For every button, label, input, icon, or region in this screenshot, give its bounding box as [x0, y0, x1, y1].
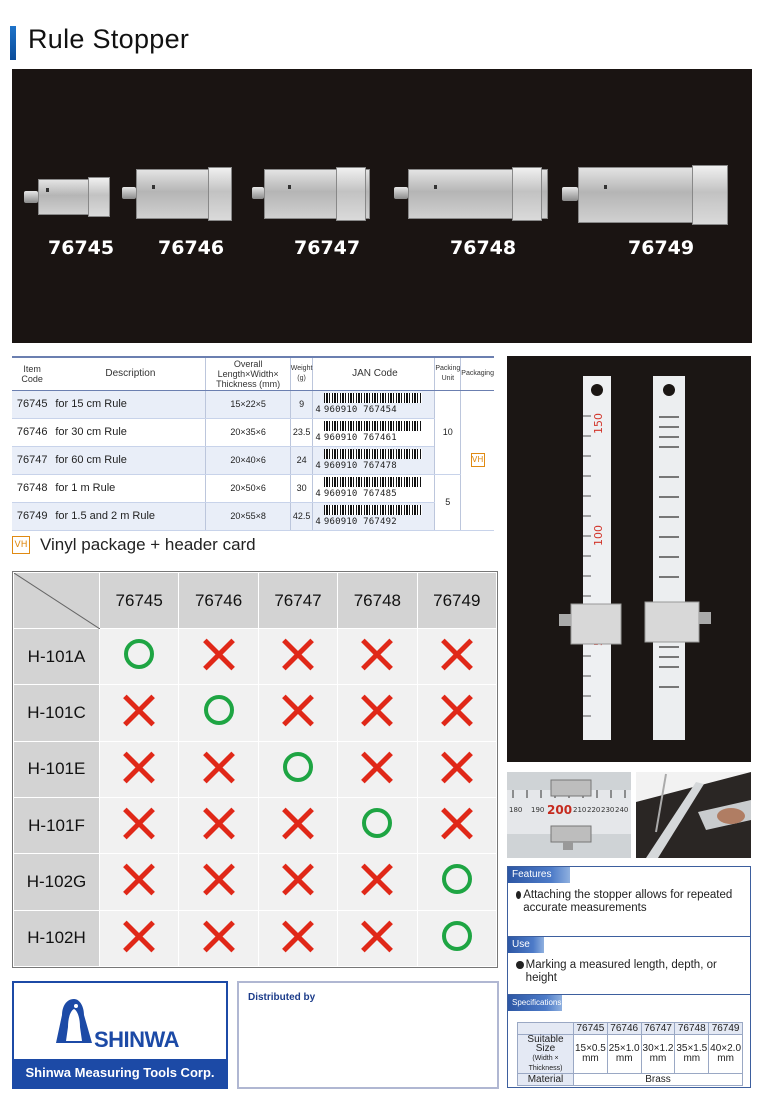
incompatible-cell	[417, 629, 496, 685]
spec-size-value: 15×0.5 mm	[574, 1035, 608, 1074]
cross-mark-icon	[282, 863, 314, 895]
specifications-table	[517, 1022, 743, 1086]
item-description: for 15 cm Rule	[52, 390, 206, 418]
incompatible-cell	[258, 685, 337, 741]
company-name: Shinwa Measuring Tools Corp.	[14, 1059, 226, 1087]
cross-mark-icon	[441, 807, 473, 839]
grid-col-header: 76745	[100, 573, 179, 629]
spec-col-header: 76749	[709, 1023, 743, 1035]
item-weight: 23.5	[290, 418, 313, 446]
cross-mark-icon	[361, 920, 393, 952]
item-weight: 42.5	[290, 502, 313, 530]
cross-mark-icon	[203, 863, 235, 895]
item-weight: 30	[290, 474, 313, 502]
spec-size-label-text: Suitable Size	[527, 1034, 564, 1054]
incompatible-cell	[417, 797, 496, 853]
tick-label: 180	[509, 806, 523, 814]
cross-mark-icon	[361, 694, 393, 726]
grid-row-header: H-102G	[14, 854, 100, 910]
jan-barcode	[313, 418, 435, 446]
compatible-cell	[338, 797, 417, 853]
cross-mark-icon	[282, 920, 314, 952]
incompatible-cell	[258, 910, 337, 966]
packaging-cell	[461, 390, 494, 530]
cross-mark-icon	[282, 638, 314, 670]
cross-mark-icon	[203, 807, 235, 839]
incompatible-cell	[338, 741, 417, 797]
grid-row-header: H-101C	[14, 685, 100, 741]
jan-barcode	[313, 474, 435, 502]
incompatible-cell	[338, 854, 417, 910]
spec-col-header: 76747	[641, 1023, 675, 1035]
ruler-mark-100: 100	[592, 525, 605, 546]
col-header-code: Item Code	[12, 357, 52, 390]
tick-label: 190	[531, 806, 545, 814]
stopper-on-ruler-closeup	[507, 772, 631, 858]
item-code: 76747	[12, 446, 52, 474]
grid-col-header: 76749	[417, 573, 496, 629]
item-code: 76749	[12, 502, 52, 530]
jan-digits: 960910 767485	[323, 489, 397, 499]
packing-unit: 10	[435, 390, 461, 474]
spec-material-value: Brass	[574, 1074, 743, 1086]
jan-digits: 960910 767461	[323, 433, 397, 443]
item-weight: 24	[290, 446, 313, 474]
incompatible-cell	[338, 629, 417, 685]
col-header-jan: JAN Code	[313, 357, 435, 390]
compatible-cell	[258, 741, 337, 797]
grid-col-header: 76748	[338, 573, 417, 629]
ruler-mark-150: 150	[592, 413, 605, 434]
spec-size-sublabel: (Width × Thickness)	[528, 1055, 563, 1072]
incompatible-cell	[417, 685, 496, 741]
grid-corner	[14, 573, 100, 629]
stopper-76749-image	[562, 163, 734, 229]
cross-mark-icon	[361, 863, 393, 895]
jan-barcode	[313, 446, 435, 474]
grid-row-header: H-101F	[14, 797, 100, 853]
compatible-cell	[179, 685, 258, 741]
item-size: 20×55×8	[206, 502, 290, 530]
grid-row-header: H-102H	[14, 910, 100, 966]
incompatible-cell	[179, 629, 258, 685]
grid-col-header: 76746	[179, 573, 258, 629]
incompatible-cell	[417, 741, 496, 797]
compatibility-grid	[12, 571, 498, 968]
incompatible-cell	[258, 797, 337, 853]
incompatible-cell	[338, 910, 417, 966]
incompatible-cell	[100, 854, 179, 910]
spec-size-value: 30×1.2 mm	[641, 1035, 675, 1074]
cross-mark-icon	[123, 751, 155, 783]
incompatible-cell	[100, 741, 179, 797]
table-row	[12, 446, 494, 474]
table-row	[12, 390, 494, 418]
page-title: Rule Stopper	[28, 24, 190, 54]
circle-mark-icon	[204, 695, 234, 725]
jan-barcode	[313, 502, 435, 530]
item-description: for 30 cm Rule	[52, 418, 206, 446]
jan-barcode	[313, 390, 435, 418]
product-table	[12, 356, 494, 531]
cross-mark-icon	[441, 751, 473, 783]
circle-mark-icon	[283, 752, 313, 782]
penguin-logo-icon	[52, 997, 96, 1049]
cross-mark-icon	[203, 751, 235, 783]
item-description: for 1 m Rule	[52, 474, 206, 502]
cross-mark-icon	[203, 638, 235, 670]
item-size: 20×35×6	[206, 418, 290, 446]
col-header-packaging: Packaging	[461, 357, 494, 390]
col-header-unit: Packing Unit	[435, 357, 461, 390]
circle-mark-icon	[124, 639, 154, 669]
cross-mark-icon	[282, 694, 314, 726]
incompatible-cell	[258, 854, 337, 910]
specifications-heading: Specifications	[508, 995, 562, 1011]
spec-col-header: 76748	[675, 1023, 709, 1035]
cross-mark-icon	[123, 694, 155, 726]
use-panel	[507, 936, 751, 995]
packing-unit: 5	[435, 474, 461, 530]
vinyl-package-icon: VH	[12, 536, 30, 554]
hero-label-76749: 76749	[628, 237, 695, 259]
jan-lead: 4	[315, 405, 321, 415]
grid-col-header: 76747	[258, 573, 337, 629]
features-text: Attaching the stopper allows for repeated accurate measurements	[523, 889, 733, 914]
cross-mark-icon	[361, 638, 393, 670]
cross-mark-icon	[441, 694, 473, 726]
spec-corner	[518, 1023, 574, 1035]
jan-lead: 4	[315, 461, 321, 471]
col-header-description: Description	[52, 357, 206, 390]
product-photo	[12, 69, 752, 343]
tick-label: 240	[615, 806, 629, 814]
spec-size-value: 35×1.5 mm	[675, 1035, 709, 1074]
cross-mark-icon	[123, 920, 155, 952]
stopper-76745-image	[24, 173, 104, 223]
spec-col-header: 76745	[574, 1023, 608, 1035]
cross-mark-icon	[123, 863, 155, 895]
table-row	[12, 502, 494, 530]
shinwa-logo	[12, 981, 228, 1089]
cross-mark-icon	[441, 638, 473, 670]
table-row	[12, 474, 494, 502]
marking-in-use-photo	[636, 772, 751, 858]
hero-label-76745: 76745	[48, 237, 115, 259]
tick-label: 200	[547, 803, 573, 817]
cross-mark-icon	[282, 807, 314, 839]
vinyl-package-icon: VH	[471, 453, 485, 467]
cross-mark-icon	[361, 751, 393, 783]
item-description: for 60 cm Rule	[52, 446, 206, 474]
item-size: 20×50×6	[206, 474, 290, 502]
compatible-cell	[100, 629, 179, 685]
incompatible-cell	[100, 797, 179, 853]
compatible-cell	[417, 910, 496, 966]
package-note	[12, 535, 256, 555]
jan-lead: 4	[315, 433, 321, 443]
col-header-weight: Weight (g)	[290, 357, 313, 390]
cross-mark-icon	[203, 920, 235, 952]
item-code: 76745	[12, 390, 52, 418]
features-heading: Features	[508, 867, 570, 883]
incompatible-cell	[179, 854, 258, 910]
stopper-76746-image	[122, 165, 242, 225]
spec-col-header: 76746	[607, 1023, 641, 1035]
incompatible-cell	[100, 910, 179, 966]
item-size: 15×22×5	[206, 390, 290, 418]
jan-lead: 4	[315, 517, 321, 527]
hero-label-76748: 76748	[450, 237, 517, 259]
distributed-by-box	[237, 981, 499, 1089]
spec-size-label	[518, 1035, 574, 1074]
use-text: Marking a measured length, depth, or height	[525, 959, 717, 984]
grid-row-header: H-101E	[14, 741, 100, 797]
incompatible-cell	[338, 685, 417, 741]
distributed-by-label: Distributed by	[248, 992, 316, 1003]
package-note-text: Vinyl package + header card	[40, 535, 256, 554]
tick-label: 230	[601, 806, 615, 814]
bullet-icon	[516, 961, 524, 969]
spec-material-label: Material	[518, 1074, 574, 1086]
grid-row-header: H-101A	[14, 629, 100, 685]
tick-label: 210	[573, 806, 587, 814]
hero-label-76747: 76747	[294, 237, 361, 259]
item-code: 76746	[12, 418, 52, 446]
jan-digits: 960910 767454	[323, 405, 397, 415]
jan-digits: 960910 767492	[323, 517, 397, 527]
item-description: for 1.5 and 2 m Rule	[52, 502, 206, 530]
incompatible-cell	[258, 629, 337, 685]
features-panel	[507, 866, 751, 937]
circle-mark-icon	[442, 864, 472, 894]
bullet-icon	[516, 891, 521, 899]
jan-digits: 960910 767478	[323, 461, 397, 471]
item-code: 76748	[12, 474, 52, 502]
col-header-size: Overall Length×Width× Thickness (mm)	[206, 357, 290, 390]
circle-mark-icon	[442, 921, 472, 951]
ruler-with-stopper-photo	[507, 356, 751, 762]
spec-size-value: 25×1.0 mm	[607, 1035, 641, 1074]
incompatible-cell	[179, 910, 258, 966]
incompatible-cell	[179, 797, 258, 853]
compatible-cell	[417, 854, 496, 910]
incompatible-cell	[179, 741, 258, 797]
table-row	[12, 418, 494, 446]
cross-mark-icon	[123, 807, 155, 839]
tick-label: 220	[587, 806, 601, 814]
hero-label-76746: 76746	[158, 237, 225, 259]
spec-size-value: 40×2.0 mm	[709, 1035, 743, 1074]
use-heading: Use	[508, 937, 544, 953]
title-accent-bar	[10, 26, 16, 60]
item-size: 20×40×6	[206, 446, 290, 474]
incompatible-cell	[100, 685, 179, 741]
jan-lead: 4	[315, 489, 321, 499]
circle-mark-icon	[362, 808, 392, 838]
item-weight: 9	[290, 390, 313, 418]
stopper-76747-image	[252, 165, 372, 225]
stopper-76748-image	[394, 165, 554, 225]
brand-name: SHINWA	[94, 1027, 179, 1052]
